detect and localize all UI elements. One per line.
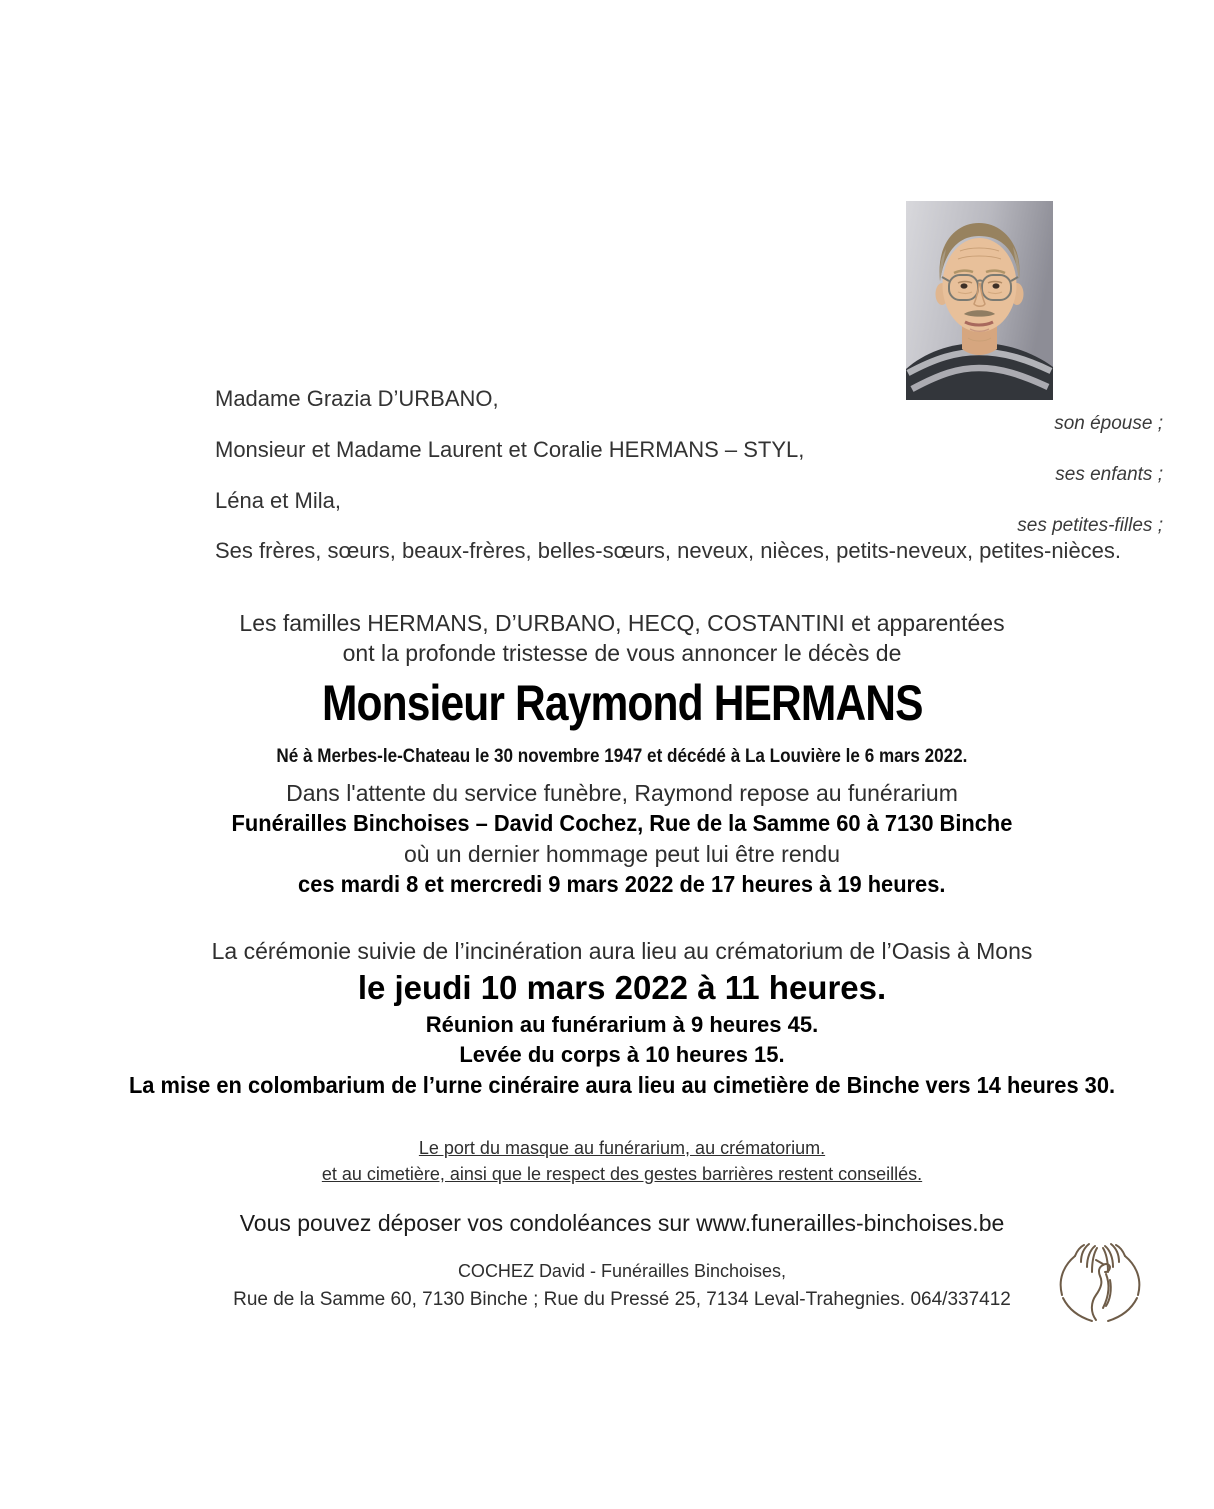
family-member-line: Madame Grazia D’URBANO, bbox=[215, 386, 499, 411]
homage-line: où un dernier hommage peut lui être rendu bbox=[403, 840, 840, 867]
families-line: Les familles HERMANS, D’URBANO, HECQ, COSTANTINI et apparentées bbox=[239, 610, 1005, 636]
announcement-block bbox=[30, 608, 1214, 770]
body-removal-line: Levée du corps à 10 heures 15. bbox=[459, 1042, 785, 1067]
phoenix-bird-logo bbox=[1048, 1240, 1152, 1326]
condolences-line: Vous pouvez déposer vos condoléances sur www.funerailles-binchoises.be bbox=[239, 1210, 1005, 1236]
repose-block bbox=[30, 778, 1214, 900]
family-relation-label: son épouse ; bbox=[1054, 413, 1163, 435]
funeral-home-address: Rue de la Samme 60, 7130 Binche ; Rue du Pressé 25, 7134 Leval-Trahegnies. 064/337412 bbox=[233, 1289, 1011, 1310]
gestures-notice-line: et au cimetière, ainsi que le respect des gestes barrières restent conseillés. bbox=[321, 1164, 923, 1184]
repose-intro-line: Dans l'attente du service funèbre, Raymond repose au funérarium bbox=[286, 780, 958, 806]
funeral-home-name: COCHEZ David - Funérailles Binchoises, bbox=[457, 1261, 787, 1281]
mask-notice-line: Le port du masque au funérarium, au crématorium. bbox=[418, 1138, 826, 1158]
ceremony-intro-line: La cérémonie suivie de l’incinération aura lieu au crématorium de l’Oasis à Mons bbox=[211, 938, 1033, 964]
portrait-photo-graphic bbox=[906, 201, 1053, 400]
portrait-photo bbox=[906, 201, 1053, 400]
funeral-home-footer bbox=[30, 1254, 1214, 1312]
deceased-name-text: Monsieur Raymond HERMANS bbox=[321, 675, 923, 731]
ceremony-block bbox=[30, 936, 1214, 1100]
family-list bbox=[215, 386, 1163, 564]
funerarium-address-line: Funérailles Binchoises – David Cochez, Rue de la Samme 60 à 7130 Binche bbox=[231, 810, 1013, 837]
family-relation-label: ses enfants ; bbox=[1055, 464, 1163, 486]
columbarium-line: La mise en colombarium de l’urne cinéraire aura lieu au cimetière de Binche vers 14 heures 30. bbox=[128, 1072, 1116, 1098]
covid-notice-block bbox=[30, 1135, 1214, 1187]
deceased-name-title bbox=[30, 674, 1214, 745]
meeting-time-line: Réunion au funérarium à 9 heures 45. bbox=[425, 1012, 819, 1037]
family-member-line: Monsieur et Madame Laurent et Coralie HERMANS – STYL, bbox=[215, 436, 805, 462]
visiting-hours-line: ces mardi 8 et mercredi 9 mars 2022 de 17 heures à 19 heures. bbox=[298, 871, 946, 898]
family-member-line: Léna et Mila, bbox=[215, 487, 341, 513]
family-member-line: Ses frères, sœurs, beaux-frères, belles-sœurs, neveux, nièces, petits-neveux, petites-nièces. bbox=[215, 538, 1122, 564]
phoenix-bird-icon bbox=[1048, 1240, 1152, 1326]
birth-death-line: Né à Merbes-le-Chateau le 30 novembre 1947 et décédé à La Louvière le 6 mars 2022. bbox=[276, 746, 968, 767]
family-relation-label: ses petites-filles ; bbox=[1017, 514, 1163, 536]
sadness-line: ont la profonde tristesse de vous annoncer le décès de bbox=[342, 640, 902, 666]
ceremony-date-line: le jeudi 10 mars 2022 à 11 heures. bbox=[357, 969, 887, 1006]
